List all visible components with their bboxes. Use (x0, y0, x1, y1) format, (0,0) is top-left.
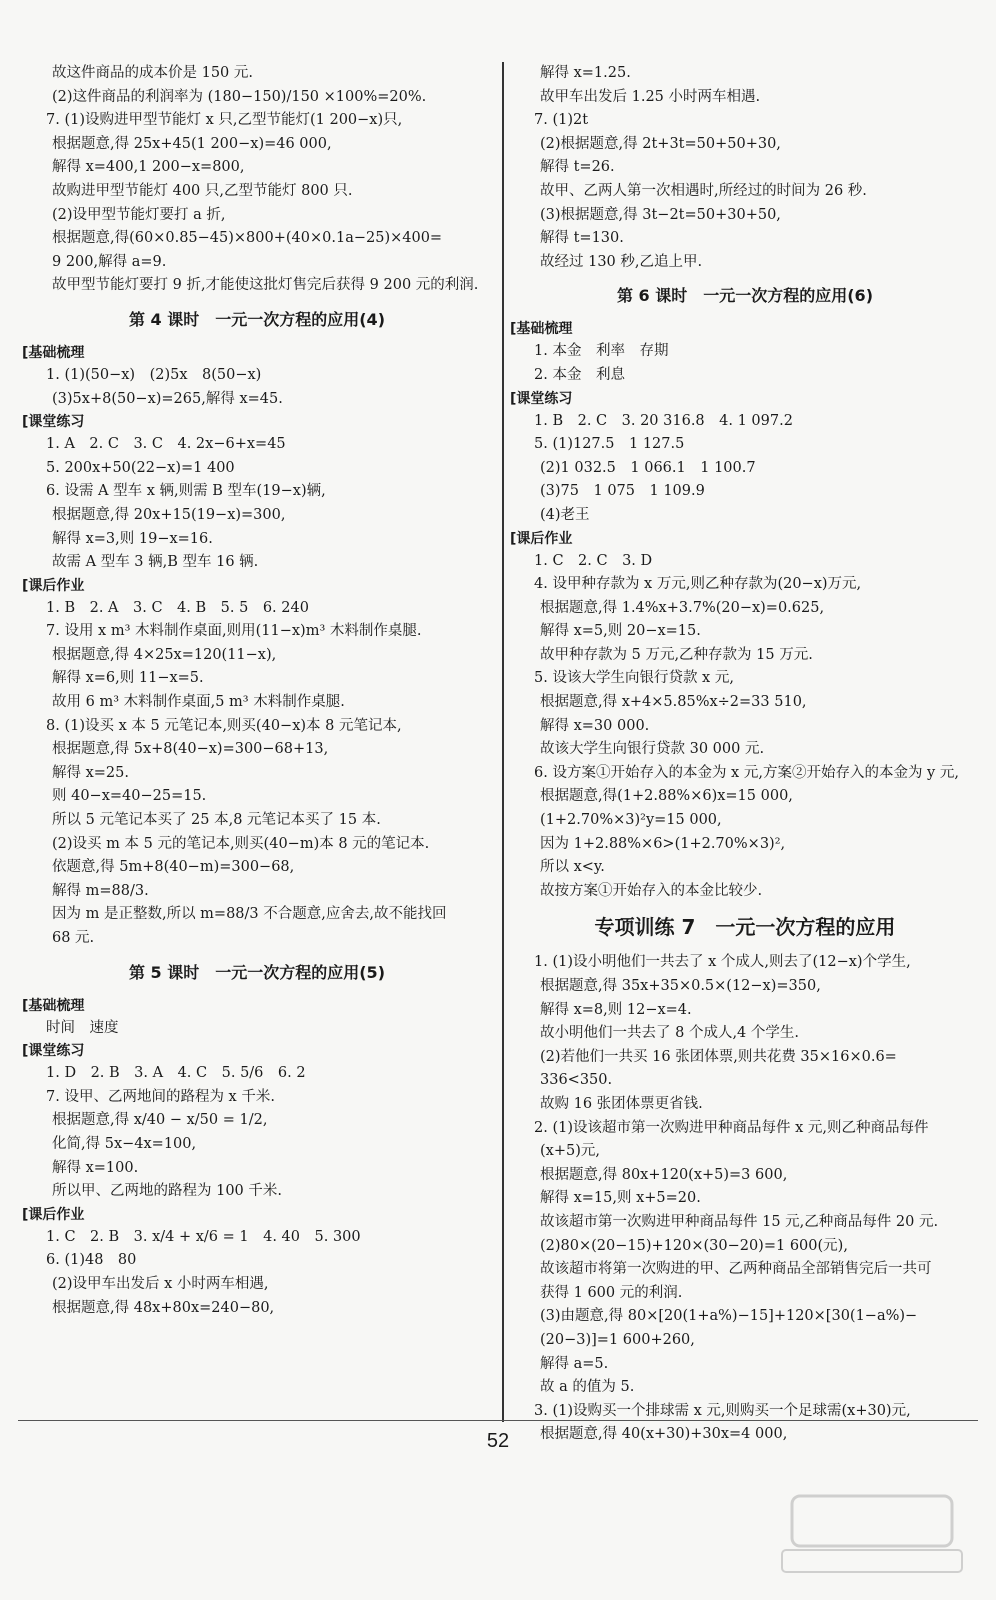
answer-line: (2)1 032.5 1 066.1 1 100.7 (540, 459, 756, 476)
answer-line: 336<350. (540, 1072, 613, 1089)
answer-line: 因为 1+2.88%×6>(1+2.70%×3)², (540, 835, 786, 852)
answer-line: 解得 t=26. (540, 159, 615, 176)
answer-line: 根据题意,得(60×0.85−45)×800+(40×0.1a−25)×400= (52, 230, 443, 247)
answer-line: (2)80×(20−15)+120×(30−20)=1 600(元), (540, 1237, 848, 1254)
answer-line: (3)5x+8(50−x)=265,解得 x=45. (52, 390, 283, 407)
section-tag: [基础梳理 (510, 321, 573, 338)
answer-line: 化简,得 5x−4x=100, (52, 1135, 197, 1152)
answer-line: 所以 5 元笔记本买了 25 本,8 元笔记本买了 15 本. (52, 812, 381, 829)
answer-line: 1. B 2. C 3. 20 316.8 4. 1 097.2 (534, 412, 793, 429)
section-heading: 第 4 课时 一元一次方程的应用(4) (128, 309, 386, 329)
answer-line: 故按方案①开始存入的本金比较少. (540, 882, 763, 899)
section-tag: [课后作业 (22, 1206, 85, 1223)
answer-line: 根据题意,得(1+2.88%×6)x=15 000, (540, 788, 793, 805)
answer-line: 故需 A 型车 3 辆,B 型车 16 辆. (52, 554, 259, 571)
answer-line: 解得 x=30 000. (540, 717, 650, 734)
answer-line: (2)若他们一共买 16 张团体票,则共花费 35×16×0.6= (540, 1048, 897, 1065)
answer-line: 故该超市第一次购进甲种商品每件 15 元,乙种商品每件 20 元. (540, 1213, 939, 1230)
answer-line: 根据题意,得 25x+45(1 200−x)=46 000, (52, 135, 332, 152)
answer-line: 故甲种存款为 5 万元,乙种存款为 15 万元. (540, 646, 813, 663)
answer-line: 故该大学生向银行贷款 30 000 元. (540, 741, 765, 758)
section-tag: [课堂练习 (22, 1043, 85, 1060)
section-heading: 第 6 课时 一元一次方程的应用(6) (616, 286, 874, 306)
answer-line: 解得 m=88/3. (52, 882, 149, 899)
answer-line: 根据题意,得 x+4×5.85%x÷2=33 510, (540, 694, 807, 711)
answer-line: 1. D 2. B 3. A 4. C 5. 5/6 6. 2 (46, 1065, 306, 1082)
answer-line: 1. C 2. B 3. x/4 + x/6 = 1 4. 40 5. 300 (46, 1228, 361, 1245)
answer-line: 解得 x=5,则 20−x=15. (540, 623, 701, 640)
answer-line: 根据题意,得 4×25x=120(11−x), (52, 646, 277, 663)
answer-line: 故经过 130 秒,乙追上甲. (540, 253, 703, 270)
section-tag: [课堂练习 (510, 390, 573, 407)
answer-line: 所以甲、乙两地的路程为 100 千米. (52, 1183, 283, 1200)
answer-line: 68 元. (52, 930, 95, 946)
answer-line: 解得 x=100. (52, 1159, 139, 1176)
answer-line: 时间 速度 (46, 1019, 119, 1036)
answer-line: 解得 x=25. (52, 764, 129, 781)
answer-line: 解得 x=8,则 12−x=4. (540, 1001, 692, 1018)
answer-line: 故甲、乙两人第一次相遇时,所经过的时间为 26 秒. (540, 182, 867, 199)
answer-line: 根据题意,得 1.4%x+3.7%(20−x)=0.625, (540, 599, 825, 616)
answer-line: 7. (1)2t (534, 112, 589, 129)
answer-line: 7. (1)设购进甲型节能灯 x 只,乙型节能灯(1 200−x)只, (46, 112, 403, 129)
answer-line: 2. (1)设该超市第一次购进甲种商品每件 x 元,则乙种商品每件 (534, 1119, 929, 1136)
answer-line: 1. B 2. A 3. C 4. B 5. 5 6. 240 (46, 599, 309, 616)
answer-line: 解得 x=400,1 200−x=800, (52, 159, 245, 176)
answer-line: 5. 设该大学生向银行贷款 x 元, (534, 670, 734, 687)
answer-line: 根据题意,得 x/40 − x/50 = 1/2, (52, 1112, 268, 1129)
answer-line: 所以 x<y. (540, 859, 605, 876)
answer-line: (2)设甲型节能灯要打 a 折, (52, 206, 226, 223)
answer-line: 5. 200x+50(22−x)=1 400 (46, 459, 235, 476)
answer-line: 根据题意,得 20x+15(19−x)=300, (52, 506, 286, 523)
answer-line: (x+5)元, (540, 1143, 600, 1160)
answer-line: 解得 t=130. (540, 230, 624, 247)
answer-line: (2)根据题意,得 2t+3t=50+50+30, (540, 135, 781, 152)
answer-line: 6. (1)48 80 (46, 1252, 137, 1269)
answer-line: 5. (1)127.5 1 127.5 (534, 436, 685, 453)
answer-line: 故该超市将第一次购进的甲、乙两种商品全部销售完后一共可 (540, 1261, 932, 1278)
answer-line: 因为 m 是正整数,所以 m=88/3 不合题意,应舍去,故不能找回 (52, 906, 447, 923)
section-tag: [基础梳理 (22, 344, 85, 361)
section-tag: [课后作业 (510, 530, 573, 547)
answer-line: 9 200,解得 a=9. (52, 253, 167, 270)
answer-line: (3)75 1 075 1 109.9 (540, 483, 705, 500)
answer-line: 故这件商品的成本价是 150 元. (52, 65, 254, 81)
answer-line: 依题意,得 5m+8(40−m)=300−68, (52, 859, 295, 876)
answer-line: 根据题意,得 80x+120(x+5)=3 600, (540, 1166, 788, 1183)
answer-line: 故甲型节能灯要打 9 折,才能使这批灯售完后获得 9 200 元的利润. (52, 277, 479, 294)
answer-line: 故用 6 m³ 木料制作桌面,5 m³ 木料制作桌腿. (52, 694, 345, 711)
answer-line: 3. (1)设购买一个排球需 x 元,则购买一个足球需(x+30)元, (534, 1402, 911, 1419)
answer-line: (3)由题意,得 80×[20(1+a%)−15]+120×[30(1−a%)− (540, 1308, 918, 1325)
right-column (510, 62, 980, 1447)
answer-line: 2. 本金 利息 (534, 366, 625, 383)
answer-line: 1. C 2. C 3. D (534, 552, 653, 569)
answer-line: 8. (1)设买 x 本 5 元笔记本,则买(40−x)本 8 元笔记本, (46, 717, 402, 734)
section-tag: [基础梳理 (22, 997, 85, 1014)
answer-line: 1. A 2. C 3. C 4. 2x−6+x=45 (46, 436, 286, 453)
answer-line: 根据题意,得 40(x+30)+30x=4 000, (540, 1426, 788, 1443)
section-tag: [课后作业 (22, 577, 85, 594)
answer-line: 故甲车出发后 1.25 小时两车相遇. (540, 88, 761, 105)
answer-line: 1. (1)设小明他们一共去了 x 个成人,则去了(12−x)个学生, (534, 954, 911, 971)
answer-line: 解得 x=6,则 11−x=5. (52, 670, 204, 687)
answer-line: 故购进甲型节能灯 400 只,乙型节能灯 800 只. (52, 182, 353, 199)
answer-line: (2)设买 m 本 5 元的笔记本,则买(40−m)本 8 元的笔记本. (52, 835, 430, 852)
section-tag: [课堂练习 (22, 414, 85, 431)
answer-line: (2)这件商品的利润率为 (180−150)/150 ×100%=20%. (52, 88, 427, 105)
answer-line: 6. 设方案①开始存入的本金为 x 元,方案②开始存入的本金为 y 元, (534, 764, 959, 781)
answer-line: (1+2.70%×3)²y=15 000, (540, 812, 722, 829)
answer-line: 获得 1 600 元的利润. (540, 1284, 683, 1301)
left-column (22, 62, 492, 1320)
page-number: 52 (486, 1430, 510, 1452)
answer-line: 解得 x=3,则 19−x=16. (52, 530, 213, 547)
answer-line: 解得 x=15,则 x+5=20. (540, 1190, 701, 1207)
answer-line: 故 a 的值为 5. (540, 1379, 635, 1396)
watermark-logo-icon (772, 1488, 972, 1578)
answer-line: 6. 设需 A 型车 x 辆,则需 B 型车(19−x)辆, (46, 483, 326, 500)
answer-line: (3)根据题意,得 3t−2t=50+30+50, (540, 206, 781, 223)
answer-line: 解得 x=1.25. (540, 65, 631, 81)
answer-line: 1. (1)(50−x) (2)5x 8(50−x) (46, 366, 262, 383)
answer-line: (20−3)]=1 600+260, (540, 1331, 695, 1348)
answer-line: 根据题意,得 5x+8(40−x)=300−68+13, (52, 741, 329, 758)
answer-line: 根据题意,得 48x+80x=240−80, (52, 1299, 275, 1316)
answer-line: 7. 设甲、乙两地间的路程为 x 千米. (46, 1088, 275, 1105)
section-heading: 专项训练 7 一元一次方程的应用 (594, 915, 896, 940)
answer-line: 4. 设甲种存款为 x 万元,则乙种存款为(20−x)万元, (534, 576, 862, 593)
answer-line: (4)老王 (540, 506, 590, 523)
answer-line: 则 40−x=40−25=15. (52, 788, 207, 805)
answer-line: (2)设甲车出发后 x 小时两车相遇, (52, 1275, 269, 1292)
answer-line: 故小明他们一共去了 8 个成人,4 个学生. (540, 1025, 799, 1042)
column-divider (502, 62, 504, 1422)
answer-line: 1. 本金 利率 存期 (534, 343, 669, 360)
answer-line: 根据题意,得 35x+35×0.5×(12−x)=350, (540, 978, 821, 994)
answer-line: 7. 设用 x m³ 木料制作桌面,则用(11−x)m³ 木料制作桌腿. (46, 623, 422, 640)
footer-rule (18, 1420, 978, 1421)
answer-line: 解得 a=5. (540, 1355, 609, 1372)
section-heading: 第 5 课时 一元一次方程的应用(5) (128, 962, 386, 982)
answer-line: 故购 16 张团体票更省钱. (540, 1095, 703, 1112)
